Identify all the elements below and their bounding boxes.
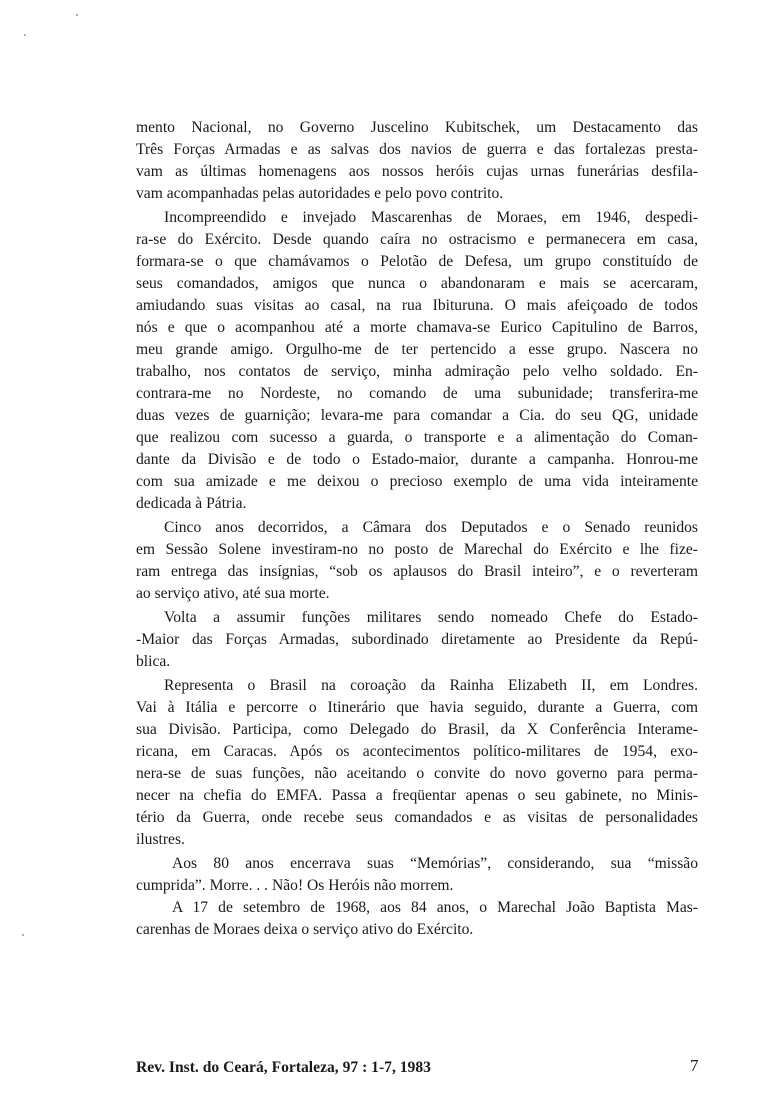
- text-line: nera-se de suas funções, não aceitando o convite do novo governo para perma-: [136, 765, 698, 782]
- text-line: em Sessão Solene investiram-no no posto de Marechal do Exército e lhe fize-: [136, 541, 698, 558]
- text-line: ra-se do Exército. Desde quando caíra no ostracismo e permanecera em casa,: [136, 231, 698, 248]
- text-line: meu grande amigo. Orgulho-me de ter pertencido a esse grupo. Nascera no: [136, 341, 698, 358]
- text-line: carenhas de Moraes deixa o serviço ativo do Exército.: [136, 921, 474, 938]
- text-line: dante da Divisão e de todo o Estado-maior, durante a campanha. Honrou-me: [136, 451, 698, 468]
- text-line: necer na chefia do EMFA. Passa a freqüentar apenas o seu gabinete, no Minis-: [136, 787, 698, 804]
- text-line: tério da Guerra, onde recebe seus comandados e as visitas de personalidades: [136, 809, 698, 826]
- text-line: Vai à Itália e percorre o Itinerário que havia seguido, durante a Guerra, com: [136, 699, 698, 716]
- text-line: seus comandados, amigos que nunca o abandonaram e mais se acercaram,: [136, 275, 698, 292]
- text-line: -Maior das Forças Armadas, subordinado diretamente ao Presidente da Repú-: [136, 631, 698, 648]
- text-line: ricana, em Caracas. Após os acontecimentos político-militares de 1954, exo-: [136, 743, 698, 760]
- text-line: Aos 80 anos encerrava suas “Memórias”, considerando, sua “missão: [172, 855, 698, 872]
- text-line: sua Divisão. Participa, como Delegado do Brasil, da X Conferência Interame-: [136, 721, 698, 738]
- text-line: A 17 de setembro de 1968, aos 84 anos, o Marechal João Baptista Mas-: [172, 899, 698, 916]
- text-line: blica.: [136, 653, 171, 670]
- text-line: ilustres.: [136, 831, 185, 848]
- text-line: Três Forças Armadas e as salvas dos navios de guerra e das fortalezas presta-: [136, 141, 698, 158]
- text-line: dedicada à Pátria.: [136, 495, 247, 512]
- text-line: amiudando suas visitas ao casal, na rua Ibituruna. O mais afeiçoado de todos: [136, 297, 698, 314]
- journal-reference: Rev. Inst. do Ceará, Fortaleza, 97 : 1-7, 1983: [136, 1059, 431, 1076]
- text-line: trabalho, nos contatos de serviço, minha admiração pelo velho soldado. En-: [136, 363, 698, 380]
- text-line: com sua amizade e me deixou o precioso exemplo de uma vida inteiramente: [136, 473, 698, 490]
- text-line: Cinco anos decorridos, a Câmara dos Deputados e o Senado reunidos: [164, 519, 698, 536]
- text-line: ao serviço ativo, até sua morte.: [136, 585, 330, 602]
- text-line: Volta a assumir funções militares sendo nomeado Chefe do Estado-: [164, 609, 698, 626]
- text-line: vam acompanhadas pelas autoridades e pelo povo contrito.: [136, 185, 504, 202]
- text-line: vam as últimas homenagens aos nossos heróis cujas urnas funerárias desfila-: [136, 163, 698, 180]
- text-line: formara-se o que chamávamos o Pelotão de Defesa, um grupo constituído de: [136, 253, 698, 270]
- text-line: que realizou com sucesso a guarda, o transporte e a alimentação do Coman-: [136, 429, 698, 446]
- text-line: mento Nacional, no Governo Juscelino Kubitschek, um Destacamento das: [136, 119, 698, 136]
- text-line: ram entrega das insígnias, “sob os aplausos do Brasil inteiro”, e o reverteram: [136, 563, 698, 580]
- page-number: 7: [690, 1056, 699, 1075]
- text-line: nós e que o acompanhou até a morte chamava-se Eurico Capitulino de Barros,: [136, 319, 698, 336]
- text-line: Incompreendido e invejado Mascarenhas de Moraes, em 1946, despedi-: [164, 209, 698, 226]
- text-line: Representa o Brasil na coroação da Rainha Elizabeth II, em Londres.: [164, 677, 698, 694]
- scan-speck: [76, 14, 78, 16]
- text-line: cumprida”. Morre. . . Não! Os Heróis não morrem.: [136, 877, 454, 894]
- text-line: contrara-me no Nordeste, no comando de uma subunidade; transferira-me: [136, 385, 698, 402]
- scan-speck: [22, 934, 24, 936]
- text-line: duas vezes de guarnição; levara-me para comandar a Cia. do seu QG, unidade: [136, 407, 698, 424]
- scan-speck: [24, 34, 26, 36]
